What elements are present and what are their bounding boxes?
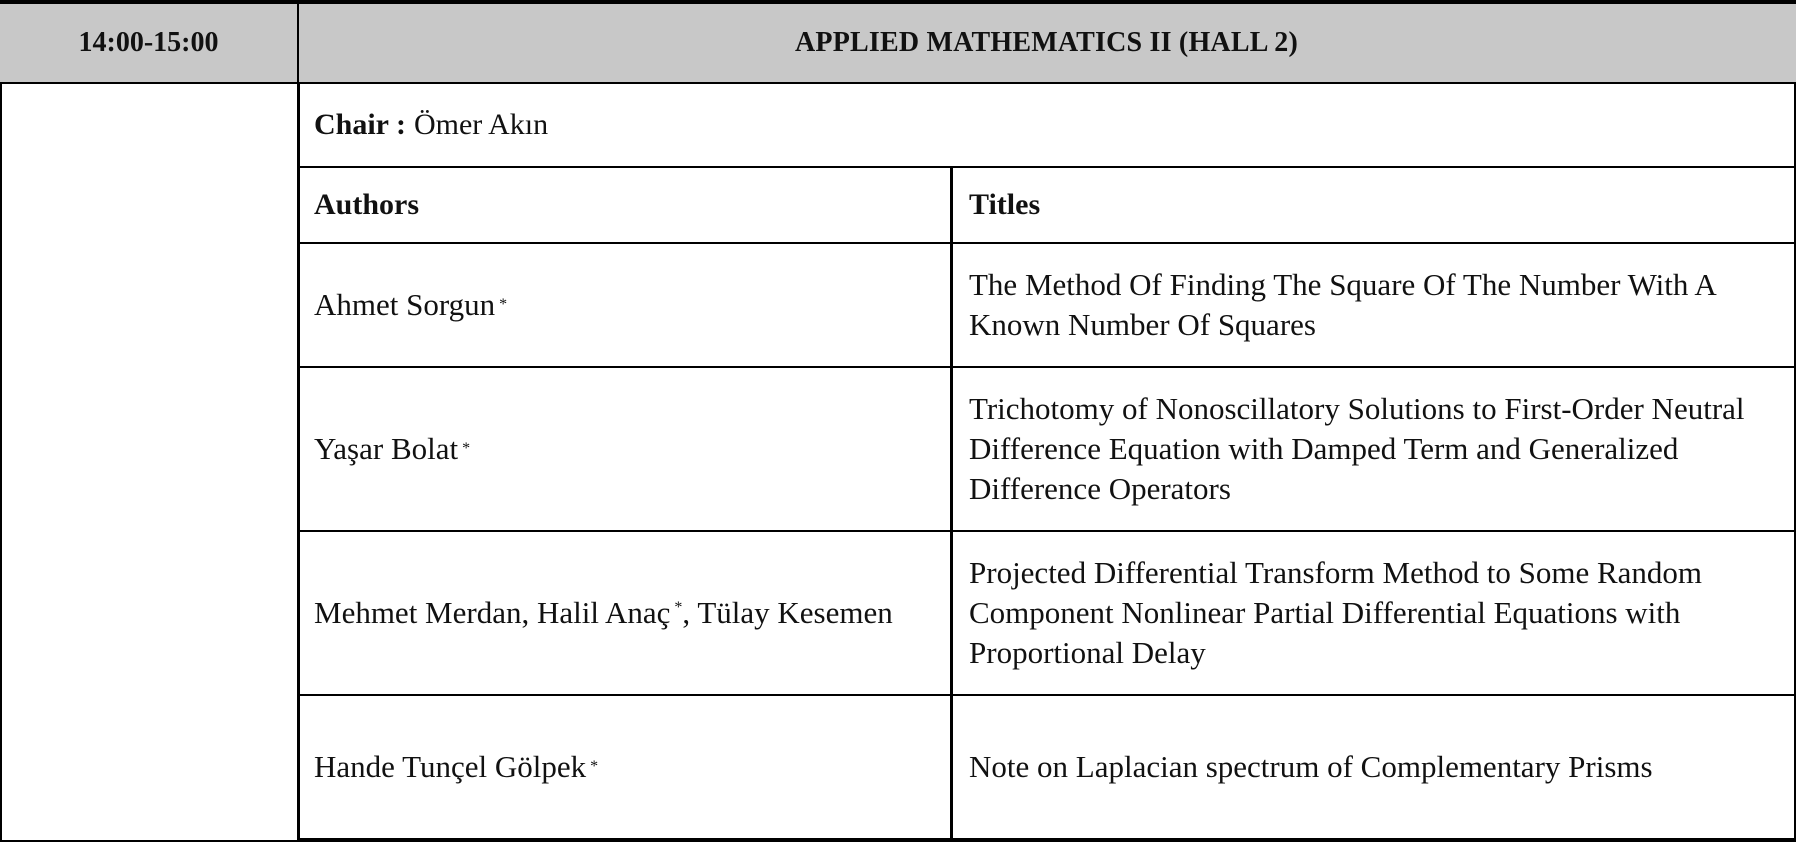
presenter-mark: * <box>462 439 471 457</box>
paper-title: Trichotomy of Nonoscillatory Solutions to First-Order Neutral Difference Equation with Damped Term and Generalized Difference Operators <box>969 391 1745 506</box>
paper-title: Note on Laplacian spectrum of Complementary Prisms <box>969 749 1653 785</box>
presenter-mark: * <box>499 295 508 313</box>
authors-header: Authors <box>314 187 420 221</box>
author-name: Hande Tunçel Gölpek <box>314 749 587 785</box>
author-cell <box>300 532 950 694</box>
session-title: APPLIED MATHEMATICS II (HALL 2) <box>795 27 1298 58</box>
papers-table <box>300 168 1794 842</box>
author-names <box>314 593 893 633</box>
left-border-line <box>0 0 2 842</box>
chair-label: Chair : <box>314 108 406 141</box>
author-name-part-1: Mehmet Merdan, Halil Anaç <box>314 595 671 631</box>
author-name: Yaşar Bolat <box>314 431 459 467</box>
table-row <box>300 368 1794 532</box>
author-name-part-2: , Tülay Kesemen <box>682 595 893 631</box>
paper-title: Projected Differential Transform Method to Some Random Component Nonlinear Partial Differential Equations with Proportional Delay <box>969 555 1702 670</box>
presenter-mark: * <box>590 757 599 775</box>
author-cell <box>300 368 950 530</box>
chair-row <box>300 84 1794 168</box>
table-row <box>300 244 1794 368</box>
chair-name: Ömer Akın <box>413 108 549 141</box>
presenter-mark: * <box>674 598 683 616</box>
author-name: Ahmet Sorgun <box>314 287 496 323</box>
titles-header: Titles <box>969 187 1041 221</box>
table-row <box>300 696 1794 840</box>
table-header-row <box>300 168 1794 244</box>
author-cell <box>300 696 950 838</box>
paper-title: The Method Of Finding The Square Of The Number With A Known Number Of Squares <box>969 267 1716 342</box>
table-row <box>300 532 1794 696</box>
author-cell <box>300 244 950 366</box>
session-header-row <box>0 2 1796 84</box>
session-time: 14:00-15:00 <box>0 4 299 82</box>
